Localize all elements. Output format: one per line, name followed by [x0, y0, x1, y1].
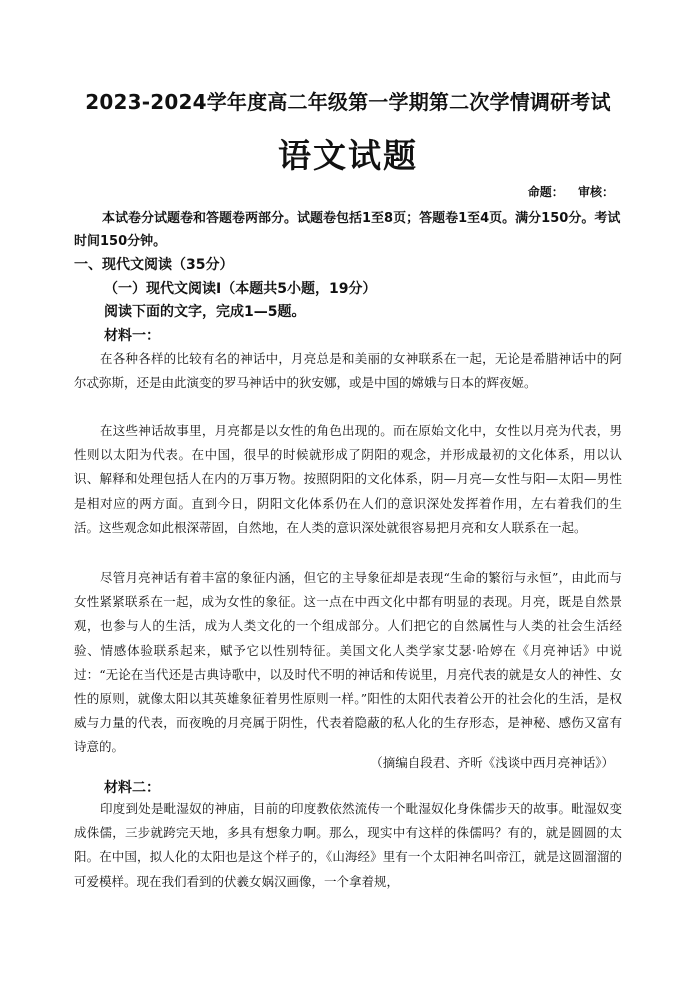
subsection-heading: （一）现代文阅读Ⅰ（本题共5小题，19分） — [104, 281, 377, 297]
reading-instruction: 阅读下面的文字，完成1—5题。 — [104, 304, 306, 320]
material1-paragraph-1: 在各种各样的比较有名的神话中，月亮总是和美丽的女神联系在一起，无论是希腊神话中的阿尔忒弥斯，还是由此演变的罗马神话中的狄安娜，或是中国的嫦娥与日本的辉夜姬。 — [74, 351, 622, 391]
material1-heading: 材料一： — [104, 328, 160, 344]
material1-paragraph-2: 在这些神话故事里，月亮都是以女性的角色出现的。而在原始文化中，女性以月亮为代表，男性则以太阳为代表。在中国，很早的时候就形成了阴阳的观念，并形成最初的文化体系，用以认识、解释和处理包括人在内的万事万物。按照阴阳的文化体系，阴—月亮—女性与阳—太阳—男性是相对应的两方面。直到今日，阴阳文化体系仍在人们的意识深处发挥着作用，左右着我们的生活。这些观念如此根深蒂固，自然地，在人类的意识深处就很容易把月亮和女人联系在一起。 — [74, 423, 622, 535]
byline — [518, 183, 614, 200]
material1-citation: （摘编自段君、齐昕《浅谈中西月亮神话》） — [370, 755, 614, 770]
exam-instructions: 本试卷分试题卷和答题卷两部分。试题卷包括1至8页；答题卷1至4页。满分150分。考试时间150分钟。 — [74, 211, 621, 249]
reviewer-label: 审核： — [577, 185, 614, 199]
page-title: 语文试题 — [278, 136, 418, 175]
material2-heading: 材料二： — [104, 780, 160, 796]
author-label: 命题： — [527, 185, 564, 199]
section-heading: 一、现代文阅读（35分） — [74, 257, 234, 273]
exam-header-title: 2023-2024学年度高二年级第一学期第二次学情调研考试 — [85, 90, 611, 114]
material1-paragraph-3: 尽管月亮神话有着丰富的象征内涵，但它的主导象征却是表现“生命的繁衍与永恒”，由此而与女性紧紧联系在一起，成为女性的象征。这一点在中西文化中都有明显的表现。月亮，既是自然景观，也参与人的生活，成为人类文化的一个组成部分。人们把它的自然属性与人类的社会生活经验、情感体验联系起来，赋予它以性别特征。美国文化人类学家艾瑟·哈婷在《月亮神话》中说过：“无论在当代还是古典诗歌中，以及时代不明的神话和传说里，月亮代表的就是女人的神性、女性的原则，就像太阳以其英雄象征着男性原则一样。”阳性的太阳代表着公开的社会化的生活，是权威与力量的代表，而夜晚的月亮属于阴性，代表着隐蔽的私人化的生存形态，是神秘、感伤又富有诗意的。 — [74, 570, 622, 755]
material2-paragraph-1: 印度到处是毗湿奴的神庙，目前的印度教依然流传一个毗湿奴化身侏儒步天的故事。毗湿奴变成侏儒，三步就跨完天地，多具有想象力啊。那么，现实中有这样的侏儒吗？有的，就是圆圆的太阳。在中国，拟人化的太阳也是这个样子的，《山海经》里有一个太阳神名叫帝江，就是这圆溜溜的可爱模样。现在我们看到的伏羲女娲汉画像，一个拿着规， — [74, 801, 622, 889]
